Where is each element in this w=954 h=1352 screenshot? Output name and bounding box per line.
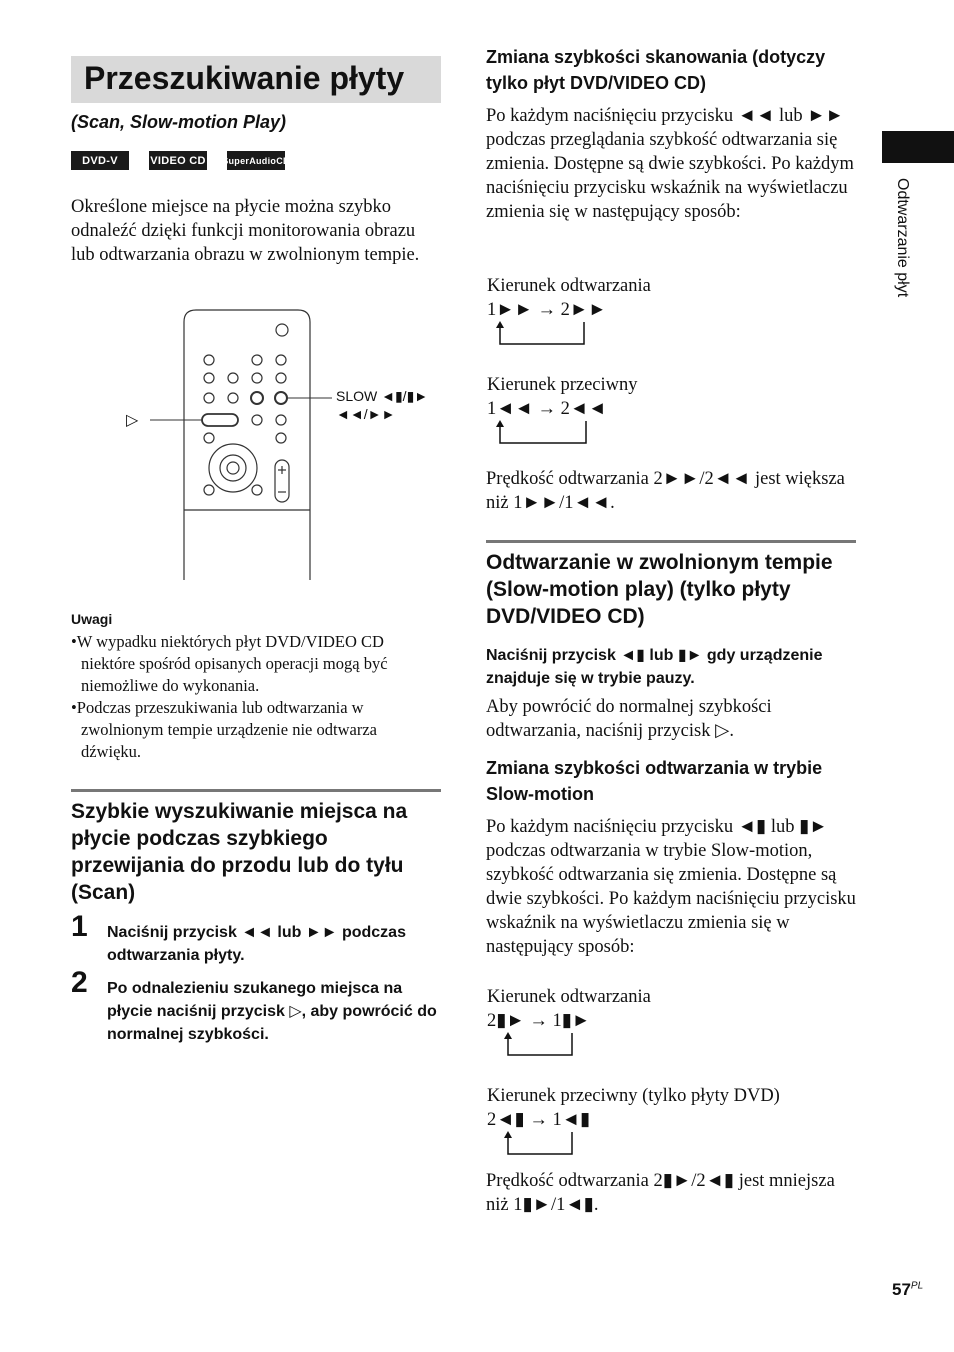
scan-section-heading: Szybkie wyszukiwanie miejsca na płycie podczas szybkiego przewijania do przodu lub do tyłu (Scan) — [71, 800, 408, 904]
badge-video-cd: VIDEO CD — [149, 151, 207, 170]
step-number: 2 — [71, 966, 88, 999]
slow-reverse-label: Kierunek przeciwny (tylko płyty DVD) — [487, 1086, 780, 1106]
cycle-arrow — [490, 320, 590, 350]
page-subtitle: (Scan, Slow-motion Play) — [71, 112, 287, 132]
slow-section-heading: Odtwarzanie w zwolnionym tempie (Slow-motion play) (tylko płyty DVD/VIDEO CD) — [486, 551, 833, 628]
remote-control-illustration — [120, 300, 440, 585]
scan-speed-text: Po każdym naciśnięciu przycisku ◄◄ lub ►► podczas przeglądania szybkość odtwarzania się zmienia. Dostępne są dwie szybkości. Po każdym naciśnięciu przycisku wskaźnik na wyświetlaczu zmienia się w następujący sposób: — [486, 106, 854, 222]
badge-super-audio-cd: SuperAudioCD — [227, 151, 285, 170]
page-number: $57^{PL}$ — [892, 1280, 924, 1299]
page-language-suffix: PL — [910, 1280, 924, 1292]
cycle-arrow — [500, 1130, 580, 1160]
section-divider — [71, 789, 441, 792]
chapter-tab-label: Odtwarzanie płyt — [894, 178, 911, 298]
intro-paragraph: Określone miejsce na płycie można szybko odnaleźć dzięki funkcji monitorowania obrazu lub odtwarzania obrazu w zwolnionym tempie. — [71, 197, 420, 265]
notes-heading: Uwagi — [71, 611, 113, 627]
scan-reverse-label: Kierunek przeciwny — [487, 375, 638, 395]
note-item: •Podczas przeszukiwania lub odtwarzania w zwolnionym tempie urządzenie nie odtwarza dźwięku. — [71, 698, 377, 761]
step-text: Naciśnij przycisk ◄◄ lub ►► podczas odtwarzania płyty. — [107, 924, 406, 964]
slow-speed-compare: Prędkość odtwarzania 2▮►/2◄▮ jest mniejsza niż 1▮►/1◄▮. — [486, 1171, 835, 1215]
scan-forward-label: Kierunek odtwarzania — [487, 276, 651, 296]
slow-forward-sequence: 2▮► → 1▮► — [487, 1011, 591, 1031]
scan-button-label: ◄◄/►► — [336, 406, 396, 422]
page-title: Przeszukiwanie płyty — [84, 60, 405, 96]
chapter-tab-marker — [882, 131, 954, 163]
slow-reverse-sequence: 2◄▮ → 1◄▮ — [487, 1110, 591, 1130]
cycle-arrow — [490, 419, 590, 449]
slow-return-text: Aby powrócić do normalnej szybkości odtwarzania, naciśnij przycisk ▷. — [486, 697, 772, 741]
notes-list — [71, 631, 441, 763]
section-divider — [486, 540, 856, 543]
scan-speed-compare: Prędkość odtwarzania 2►►/2◄◄ jest większa niż 1►►/1◄◄. — [486, 469, 845, 513]
step-number: 1 — [71, 910, 88, 943]
badge-dvd-video: DVD-V — [71, 151, 129, 170]
slow-speed-heading: Zmiana szybkości odtwarzania w trybie Slow-motion — [486, 758, 823, 804]
note-item: •W wypadku niektórych płyt DVD/VIDEO CD niektóre spośród opisanych operacji mogą być niemożliwe do wykonania. — [71, 632, 388, 695]
play-symbol-label: ▷ — [126, 412, 139, 429]
scan-speed-heading: Zmiana szybkości skanowania (dotyczy tylko płyt DVD/VIDEO CD) — [486, 47, 826, 93]
scan-forward-sequence: 1►► → 2►► — [487, 300, 607, 320]
slow-button-label: SLOW ◄▮/▮► — [336, 388, 429, 404]
step-text: Po odnalezieniu szukanego miejsca na płycie naciśnij przycisk ▷, aby powrócić do normalnej szybkości. — [107, 980, 437, 1043]
slow-instruction: Naciśnij przycisk ◄▮ lub ▮► gdy urządzenie znajduje się w trybie pauzy. — [486, 647, 823, 687]
scan-reverse-sequence: 1◄◄ → 2◄◄ — [487, 399, 607, 419]
slow-speed-text: Po każdym naciśnięciu przycisku ◄▮ lub ▮► podczas odtwarzania w trybie Slow-motion, szybkość odtwarzania się zmienia. Dostępne są dwie szybkości. Po każdym naciśnięciu przycisku wskaźnik na wyświetlaczu zmienia się w następujący sposób: — [486, 817, 856, 957]
cycle-arrow — [500, 1031, 580, 1061]
slow-forward-label: Kierunek odtwarzania — [487, 987, 651, 1007]
